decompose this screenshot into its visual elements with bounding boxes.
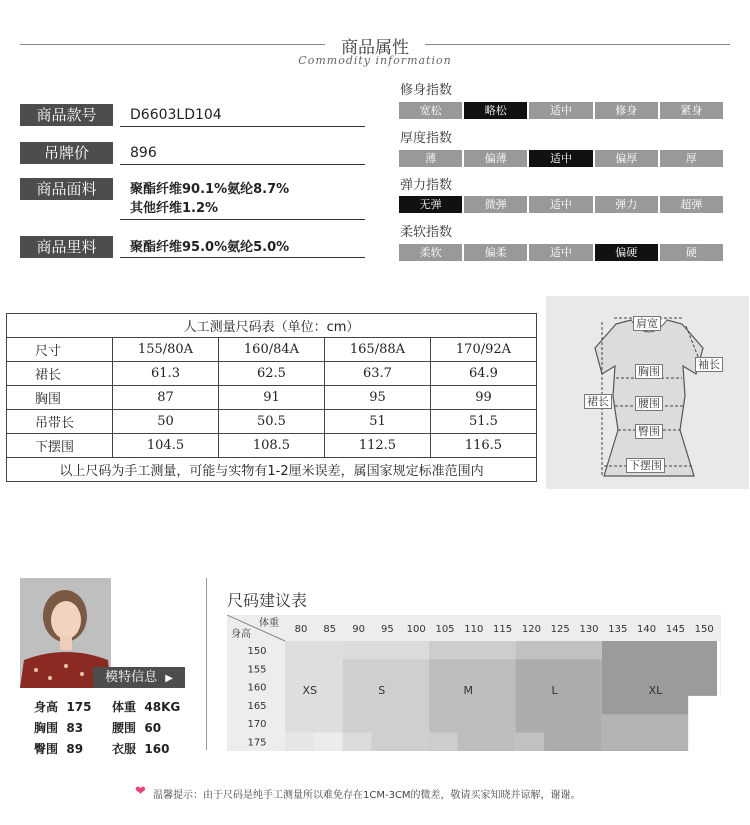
diagram-label-waist: 腰围 bbox=[635, 396, 663, 411]
attr-label: 吊牌价 bbox=[20, 142, 113, 164]
table-header-cell: 170/92A bbox=[430, 338, 536, 362]
tip-note: 温馨提示：由于尺码是纯手工测量所以难免存在1CM-3CM的微差，敬请买家知晓并谅解，谢谢。 bbox=[153, 790, 581, 801]
weight-tick-label: 140 bbox=[637, 624, 657, 635]
index-option: 弹力 bbox=[595, 196, 658, 213]
index-elasticity-name: 弹力指数 bbox=[400, 178, 453, 193]
band-step bbox=[429, 733, 458, 751]
size-suggestion-grid bbox=[227, 615, 721, 751]
weight-tick-label: 115 bbox=[493, 624, 513, 635]
band-step bbox=[515, 733, 544, 751]
table-row bbox=[7, 434, 537, 458]
index-option: 适中 bbox=[529, 150, 592, 167]
band-step bbox=[314, 733, 343, 751]
table-cell: 50 bbox=[113, 410, 219, 434]
attr-value: 聚酯纤维95.0%氨纶5.0% bbox=[120, 236, 365, 258]
weight-tick-label: 145 bbox=[665, 624, 685, 635]
attr-label: 商品面料 bbox=[20, 178, 113, 200]
table-cell: 50.5 bbox=[218, 410, 324, 434]
band-step bbox=[515, 641, 601, 659]
model-stat: 臀围 89 bbox=[34, 742, 84, 756]
table-cell: 87 bbox=[113, 386, 219, 410]
table-cell: 112.5 bbox=[324, 434, 430, 458]
index-option: 适中 bbox=[529, 102, 592, 119]
index-option: 偏厚 bbox=[595, 150, 658, 167]
weight-tick-label: 120 bbox=[521, 624, 541, 635]
table-cell: 吊带长 bbox=[7, 410, 113, 434]
index-thickness-name: 厚度指数 bbox=[400, 131, 453, 146]
model-info-tag bbox=[93, 667, 185, 688]
index-option: 偏柔 bbox=[464, 244, 527, 261]
heart-icon: ❤ bbox=[135, 784, 146, 799]
height-tick-label: 155 bbox=[247, 664, 267, 676]
attr-value: 896 bbox=[120, 142, 365, 165]
height-axis-label: 身高 bbox=[231, 629, 251, 640]
table-row bbox=[7, 362, 537, 386]
table-row bbox=[7, 386, 537, 410]
band-step bbox=[343, 641, 429, 659]
attr-tag-price bbox=[20, 142, 365, 166]
section-title: 商品属性 bbox=[341, 38, 409, 58]
attr-fabric bbox=[20, 178, 365, 222]
table-cell: 63.7 bbox=[324, 362, 430, 386]
weight-tick-label: 125 bbox=[550, 624, 570, 635]
index-thickness-bar bbox=[399, 150, 723, 167]
weight-tick-label: 130 bbox=[579, 624, 599, 635]
index-option: 宽松 bbox=[399, 102, 462, 119]
index-elasticity-bar bbox=[399, 196, 723, 213]
index-fit-name: 修身指数 bbox=[400, 83, 453, 98]
weight-tick-label: 105 bbox=[435, 624, 455, 635]
weight-tick-label: 85 bbox=[323, 624, 337, 635]
weight-tick-label: 95 bbox=[381, 624, 394, 635]
weight-tick-label: 110 bbox=[464, 624, 484, 635]
index-softness-bar bbox=[399, 244, 723, 261]
index-option: 修身 bbox=[595, 102, 658, 119]
table-row bbox=[7, 410, 537, 434]
table-cell: 104.5 bbox=[113, 434, 219, 458]
table-cell: 胸围 bbox=[7, 386, 113, 410]
height-tick-label: 150 bbox=[247, 646, 267, 657]
index-option: 微弹 bbox=[464, 196, 527, 213]
attr-value-line1: 聚酯纤维90.1%氨纶8.7% bbox=[130, 182, 290, 197]
index-option: 超弹 bbox=[660, 196, 723, 213]
table-cell: 95 bbox=[324, 386, 430, 410]
table-cell: 下摆围 bbox=[7, 434, 113, 458]
table-header-cell: 155/80A bbox=[113, 338, 219, 362]
attr-lining bbox=[20, 236, 365, 260]
size-band-label: S bbox=[378, 684, 386, 697]
attr-value: D6603LD104 bbox=[120, 104, 365, 127]
diagram-label-chest: 胸围 bbox=[635, 364, 663, 379]
index-option: 适中 bbox=[529, 244, 592, 261]
index-option: 硬 bbox=[660, 244, 723, 261]
band-step bbox=[343, 733, 372, 751]
weight-tick-label: 150 bbox=[694, 624, 714, 635]
size-band-label: XS bbox=[302, 684, 318, 697]
model-stat: 体重 48KG bbox=[112, 700, 181, 714]
index-option: 略松 bbox=[464, 102, 527, 119]
index-option: 薄 bbox=[399, 150, 462, 167]
height-tick-label: 170 bbox=[247, 719, 267, 731]
table-cell: 51 bbox=[324, 410, 430, 434]
attr-label: 商品里料 bbox=[20, 236, 113, 258]
index-softness-name: 柔软指数 bbox=[400, 225, 453, 240]
index-option: 偏硬 bbox=[595, 244, 658, 261]
table-row bbox=[7, 338, 537, 362]
table-cell: 64.9 bbox=[430, 362, 536, 386]
weight-tick-label: 80 bbox=[294, 624, 308, 635]
model-stat: 衣服 160 bbox=[112, 742, 170, 756]
table-cell: 61.3 bbox=[113, 362, 219, 386]
size-band-label: M bbox=[463, 684, 473, 697]
index-option: 厚 bbox=[660, 150, 723, 167]
index-option: 紧身 bbox=[660, 102, 723, 119]
index-option: 偏薄 bbox=[464, 150, 527, 167]
attr-label: 商品款号 bbox=[20, 104, 113, 126]
suggestion-title: 尺码建议表 bbox=[227, 591, 308, 610]
measurement-diagram bbox=[546, 296, 749, 489]
triangle-right-icon: ▶ bbox=[165, 673, 173, 684]
table-cell: 99 bbox=[430, 386, 536, 410]
size-band-label: L bbox=[551, 684, 558, 697]
diagram-label-hip: 臀围 bbox=[635, 424, 663, 439]
diagram-label-sleeve: 袖长 bbox=[695, 357, 723, 372]
weight-tick-label: 90 bbox=[352, 624, 365, 635]
diagram-label-length: 裙长 bbox=[584, 394, 612, 409]
table-cell: 62.5 bbox=[218, 362, 324, 386]
table-cell: 51.5 bbox=[430, 410, 536, 434]
table-header-cell: 165/88A bbox=[324, 338, 430, 362]
table-cell: 108.5 bbox=[218, 434, 324, 458]
band-empty bbox=[688, 696, 721, 751]
table-cell: 裙长 bbox=[7, 362, 113, 386]
vertical-divider bbox=[206, 578, 207, 750]
section-subtitle: Commodity information bbox=[298, 54, 452, 67]
index-option: 无弹 bbox=[399, 196, 462, 213]
size-table-footer: 以上尺码为手工测量，可能与实物有1-2厘米误差，属国家规定标准范围内 bbox=[7, 458, 537, 482]
diagram-label-hem: 下摆围 bbox=[626, 458, 665, 473]
height-tick-label: 165 bbox=[247, 700, 267, 712]
index-option: 柔软 bbox=[399, 244, 462, 261]
table-header-cell: 尺寸 bbox=[7, 338, 113, 362]
size-table-title: 人工测量尺码表（单位：cm） bbox=[7, 314, 537, 338]
model-stat: 胸围 83 bbox=[34, 721, 84, 735]
size-band-label: XL bbox=[648, 684, 663, 697]
table-cell: 91 bbox=[218, 386, 324, 410]
index-fit-bar bbox=[399, 102, 723, 119]
table-header-cell: 160/84A bbox=[218, 338, 324, 362]
size-table bbox=[6, 313, 537, 482]
model-info-label: 模特信息 bbox=[105, 670, 158, 685]
height-tick-label: 175 bbox=[247, 737, 267, 749]
attr-style-number bbox=[20, 104, 365, 128]
model-stat: 腰围 60 bbox=[112, 721, 162, 735]
model-stat: 身高 175 bbox=[34, 700, 92, 714]
attr-value bbox=[120, 178, 365, 220]
index-option: 适中 bbox=[529, 196, 592, 213]
band-step bbox=[429, 641, 515, 659]
weight-tick-label: 100 bbox=[406, 624, 426, 635]
attr-value-line2: 其他纤维1.2% bbox=[130, 201, 219, 216]
weight-tick-label: 135 bbox=[608, 624, 628, 635]
diagram-label-shoulder: 肩宽 bbox=[633, 316, 661, 331]
height-tick-label: 160 bbox=[247, 682, 267, 694]
table-cell: 116.5 bbox=[430, 434, 536, 458]
weight-axis-label: 体重 bbox=[259, 618, 279, 629]
